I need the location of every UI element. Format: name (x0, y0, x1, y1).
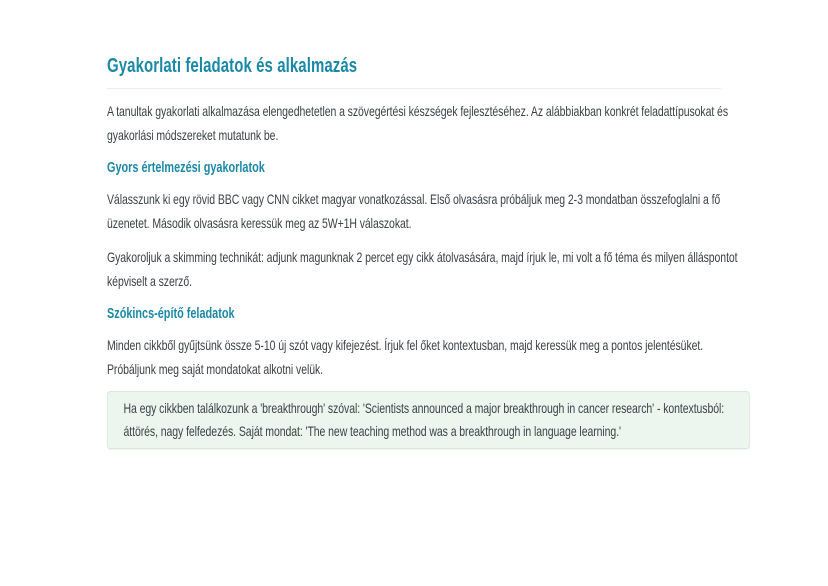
example-box-text: Ha egy cikkben találkozunk a 'breakthrough' szóval: 'Scientists announced a major breakthrough in cancer research' - kontextusból: áttörés, nagy felfedezés. Saját mondat: 'The new teaching method was a breakthrough in language learning.' (123, 400, 725, 439)
example-box (107, 391, 750, 449)
page-title: Gyakorlati feladatok és alkalmazás (107, 55, 358, 77)
intro-paragraph: A tanultak gyakorlati alkalmazása elengedhetetlen a szövegértési készségek fejlesztéséhez. Az alábbiakban konkrét feladattípusokat és gyakorlási módszereket mutatunk be. (107, 103, 728, 143)
paragraph-article-summary-exercise: Válasszunk ki egy rövid BBC vagy CNN cikket magyar vonatkozással. Első olvasásra próbáljuk meg 2-3 mondatban összefoglalni a fő üzenetet. Második olvasásra keressük meg az 5W+1H válaszokat. (107, 191, 721, 231)
content-column (107, 0, 750, 449)
title-divider (107, 88, 721, 89)
section-heading-vocabulary-building: Szókincs-építő feladatok (107, 306, 235, 322)
paragraph-vocabulary-exercise: Minden cikkből gyűjtsünk össze 5-10 új szót vagy kifejezést. Írjuk fel őket kontextusban, majd keressük meg a pontos jelentésüket. Próbáljunk meg saját mondatokat alkotni velük. (107, 337, 704, 377)
document-page (107, 0, 828, 449)
section-heading-quick-interpretation: Gyors értelmezési gyakorlatok (107, 160, 265, 176)
paragraph-skimming-exercise: Gyakoroljuk a skimming technikát: adjunk magunknak 2 percet egy cikk átolvasására, majd írjuk le, mi volt a fő téma és milyen álláspontot képviselt a szerző. (107, 249, 738, 289)
